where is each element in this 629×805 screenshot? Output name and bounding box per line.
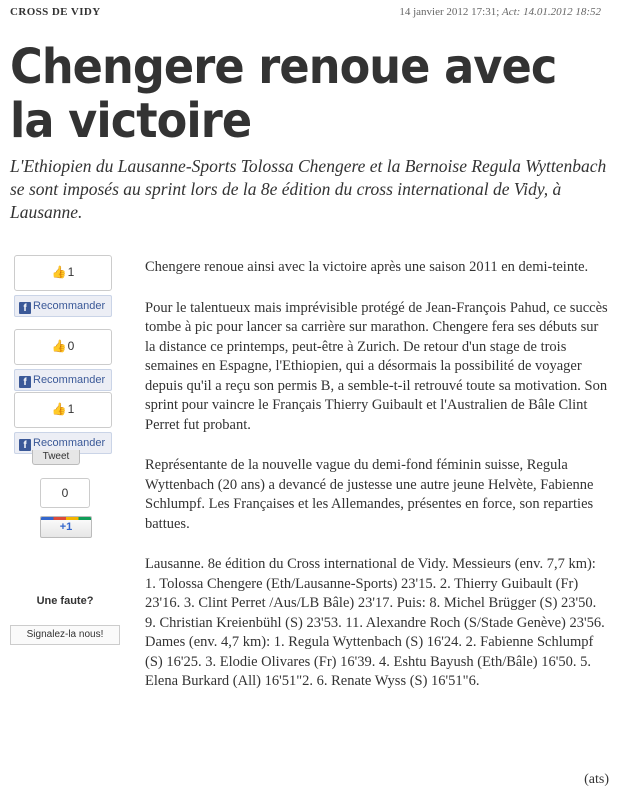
page-title: Chengere renoue avec la victoire xyxy=(10,39,557,149)
facebook-icon: f xyxy=(19,439,31,451)
thumbs-up-icon: 👍 xyxy=(51,402,67,416)
google-plus-count: 0 xyxy=(40,478,90,508)
article-body xyxy=(145,258,610,713)
facebook-icon: f xyxy=(19,376,31,388)
google-plus-button[interactable]: +1 xyxy=(40,516,92,538)
tweet-button[interactable]: Tweet xyxy=(32,450,80,465)
body-paragraph: Lausanne. 8e édition du Cross international de Vidy. Messieurs (env. 7,7 km): 1. Tolossa Chengere (Eth/Lausanne-Sports) 23'15. 2. Thierry Guibault (Fr) 23'16. 3. Clint Perret /Aus/LB Bâle) 23'17. Puis: 8. Michel Brügger (S) 23'50. 9. Christian Kreienbühl (S) 23'53. 11. Alexandre Roch (S/Stade Genève) 23'56. Dames (env. 4,7 km): 1. Regula Wyttenbach (S) 16'24. 2. Fabienne Schlumpf (S) 16'25. 3. Elodie Olivares (Fr) 16'39. 4. Eshtu Bayush (Eth/Bâle) 16'50. 5. Elena Burkard (All) 16'51"2. 6. Renate Wyss (S) 16'51"6. xyxy=(145,556,605,689)
facebook-widget xyxy=(10,255,106,325)
article-lead: L'Ethiopien du Lausanne-Sports Tolossa Chengere et la Bernoise Regula Wyttenbach se sont imposés au sprint lors de la 8e édition du cross international de Vidy, à Lausanne. xyxy=(10,156,607,222)
publish-date: 14 janvier 2012 17:31; xyxy=(399,6,500,18)
source-credit: (ats) xyxy=(584,772,609,787)
facebook-recommend-button[interactable]: f Recommander xyxy=(14,432,112,454)
thumbs-up-icon: 👍 xyxy=(51,339,67,353)
facebook-recommend-button[interactable]: f Recommander xyxy=(14,295,112,317)
facebook-like-count[interactable]: 👍1 xyxy=(14,255,112,291)
google-color-stripe xyxy=(41,517,91,520)
facebook-icon: f xyxy=(19,302,31,314)
facebook-widget xyxy=(10,329,106,399)
body-paragraph: Chengere renoue ainsi avec la victoire après une saison 2011 en demi-teinte. xyxy=(145,259,589,275)
thumbs-up-icon: 👍 xyxy=(51,265,67,279)
body-paragraph: Représentante de la nouvelle vague du demi-fond féminin suisse, Regula Wyttenbach (20 ans) a devancé de justesse une autre jeune Helvète, Fabienne Schlumpf. Les Françaises et les Allemandes, présentes en force, son reparties battues. xyxy=(145,457,594,532)
section-label: CROSS DE VIDY xyxy=(10,6,101,18)
facebook-recommend-button[interactable]: f Recommander xyxy=(14,369,112,391)
body-paragraph: Pour le talentueux mais imprévisible protégé de Jean-François Pahud, ce succès tombe à pic pour lancer sa carrière sur marathon. Chengere fera ses débuts sur la distance ce printemps, peut-être à Zurich. De retour d'un stage de trois semaines en Espagne, l'Ethiopien, qui a désormais la possibilité de voyager depuis qu'il a reçu son permis B, a semble-t-il retrouvé toute sa motivation. Son sprint pour vaincre le Français Thierry Guibault et l'Australien de Bâle Clint Perret fut probant. xyxy=(145,299,608,433)
error-report-label: Une faute? xyxy=(36,595,94,607)
facebook-like-count[interactable]: 👍1 xyxy=(14,392,112,428)
publication-date xyxy=(399,6,601,18)
article-header xyxy=(10,6,619,24)
update-date: Act: 14.01.2012 18:52 xyxy=(502,6,601,18)
report-error-button[interactable]: Signalez-la nous! xyxy=(10,625,120,645)
facebook-like-count[interactable]: 👍0 xyxy=(14,329,112,365)
